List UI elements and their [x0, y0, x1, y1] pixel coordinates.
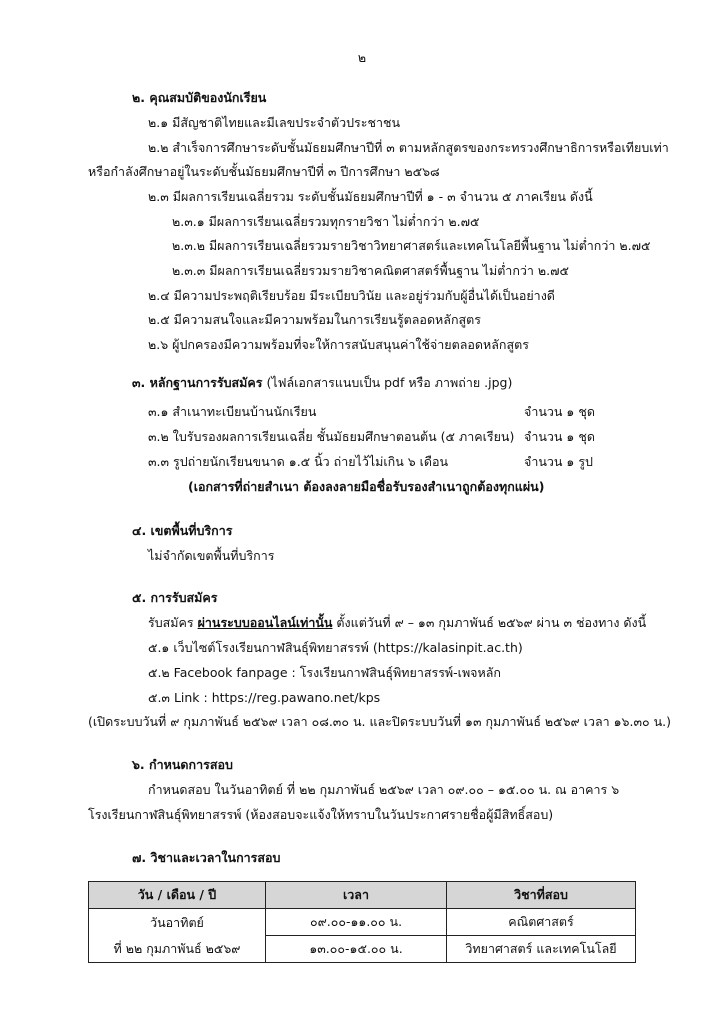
item-2-2-cont: หรือกำลังศึกษาอยู่ในระดับชั้นมัธยมศึกษาปีที่ ๓ ปีการศึกษา ๒๕๖๘	[88, 164, 440, 179]
doc-item-qty: จำนวน ๑ ชุด	[524, 404, 595, 419]
table-header-row	[89, 882, 636, 909]
service-area-text: ไม่จำกัดเขตพื้นที่บริการ	[148, 548, 275, 563]
col-header-subject: วิชาที่สอบ	[447, 882, 636, 909]
intro-pre: รับสมัคร	[148, 615, 198, 630]
exam-date: ที่ ๒๒ กุมภาพันธ์ ๒๕๖๙	[113, 940, 241, 956]
doc-item-qty: จำนวน ๑ ชุด	[524, 429, 595, 444]
item-2-6: ๒.๖ ผู้ปกครองมีความพร้อมที่จะให้การสนับสนุนค่าใช้จ่ายตลอดหลักสูตร	[148, 337, 529, 352]
item-2-4: ๒.๔ มีความประพฤติเรียบร้อย มีระเบียบวินัย และอยู่ร่วมกับผู้อื่นได้เป็นอย่างดี	[148, 288, 555, 303]
exam-subject: วิทยาศาสตร์ และเทคโนโลยี	[447, 936, 636, 963]
section-6-heading: ๖. กำหนดการสอบ	[132, 757, 233, 772]
section-3-heading	[132, 375, 512, 391]
table-row	[89, 909, 636, 936]
item-2-1: ๒.๑ มีสัญชาติไทยและมีเลขประจำตัวประชาชน	[148, 115, 400, 130]
exam-schedule-line2: โรงเรียนกาฬสินธุ์พิทยาสรรพ์ (ห้องสอบจะแจ้งให้ทราบในวันประกาศรายชื่อผู้มีสิทธิ์สอบ)	[88, 807, 554, 822]
item-2-2: ๒.๒ สำเร็จการศึกษาระดับชั้นมัธยมศึกษาปีที่ ๓ ตามหลักสูตรของกระทรวงศึกษาธิการหรือเทียบเท่า	[148, 140, 669, 155]
intro-post: ตั้งแต่วันที่ ๙ – ๑๓ กุมภาพันธ์ ๒๕๖๙ ผ่าน ๓ ช่องทาง ดังนี้	[332, 615, 647, 630]
item-2-5: ๒.๕ มีความสนใจและมีความพร้อมในการเรียนรู้ตลอดหลักสูตร	[148, 312, 481, 327]
page-number: ๒	[357, 50, 367, 65]
exam-subject: คณิตศาสตร์	[447, 909, 636, 936]
application-intro	[148, 615, 646, 631]
copy-certify-note: (เอกสารที่ถ่ายสำเนา ต้องลงลายมือชื่อรับรองสำเนาถูกต้องทุกแผ่น)	[188, 479, 545, 494]
item-2-3-1: ๒.๓.๑ มีผลการเรียนเฉลี่ยรวมทุกรายวิชา ไม่ต่ำกว่า ๒.๗๕	[172, 214, 480, 229]
exam-day: วันอาทิตย์	[150, 914, 204, 930]
doc-item-label: ๓.๑ สำเนาทะเบียนบ้านนักเรียน	[148, 404, 317, 419]
section-7-heading: ๗. วิชาและเวลาในการสอบ	[132, 850, 281, 865]
online-only-emphasis: ผ่านระบบออนไลน์เท่านั้น	[197, 615, 333, 630]
channel-website: ๕.๑ เว็บไซต์โรงเรียนกาฬสินธุ์พิทยาสรรพ์ (https://kalasinpit.ac.th)	[148, 640, 523, 655]
doc-item-qty: จำนวน ๑ รูป	[524, 454, 593, 469]
section-3-file-note: (ไฟล์เอกสารแนบเป็น pdf หรือ ภาพถ่าย .jpg)	[262, 375, 513, 390]
section-5-heading: ๕. การรับสมัคร	[132, 590, 218, 605]
section-2-heading: ๒. คุณสมบัติของนักเรียน	[132, 90, 267, 105]
exam-schedule-table	[88, 881, 636, 963]
doc-item-label: ๓.๒ ใบรับรองผลการเรียนเฉลี่ย ชั้นมัธยมศึกษาตอนต้น (๕ ภาคเรียน)	[148, 429, 515, 444]
item-2-3-2: ๒.๓.๒ มีผลการเรียนเฉลี่ยรวมรายวิชาวิทยาศาสตร์และเทคโนโลยีพื้นฐาน ไม่ต่ำกว่า ๒.๗๕	[172, 238, 651, 253]
col-header-date: วัน / เดือน / ปี	[89, 882, 266, 909]
col-header-time: เวลา	[266, 882, 447, 909]
item-2-3: ๒.๓ มีผลการเรียนเฉลี่ยรวม ระดับชั้นมัธยมศึกษาปีที่ ๑ - ๓ จำนวน ๕ ภาคเรียน ดังนี้	[148, 189, 593, 204]
section-4-heading: ๔. เขตพื้นที่บริการ	[132, 523, 233, 538]
item-2-3-3: ๒.๓.๓ มีผลการเรียนเฉลี่ยรวมรายวิชาคณิตศาสตร์พื้นฐาน ไม่ต่ำกว่า ๒.๗๕	[172, 263, 569, 278]
exam-time: ๑๓.๐๐-๑๕.๐๐ น.	[266, 936, 447, 963]
system-open-close-note: (เปิดระบบวันที่ ๙ กุมภาพันธ์ ๒๕๖๙ เวลา ๐๘.๓๐ น. และปิดระบบวันที่ ๑๓ กุมภาพันธ์ ๒๕๖๙ เวลา ๑๖.๓๐ น.)	[88, 714, 672, 729]
channel-facebook: ๕.๒ Facebook fanpage : โรงเรียนกาฬสินธุ์พิทยาสรรพ์-เพจหลัก	[148, 665, 501, 680]
doc-item-label: ๓.๓ รูปถ่ายนักเรียนขนาด ๑.๕ นิ้ว ถ่ายไว้ไม่เกิน ๖ เดือน	[148, 454, 449, 469]
section-3-title: ๓. หลักฐานการรับสมัคร	[132, 375, 263, 390]
channel-link: ๕.๓ Link : https://reg.pawano.net/kps	[148, 690, 381, 705]
exam-time: ๐๙.๐๐-๑๑.๐๐ น.	[266, 909, 447, 936]
exam-schedule-line1: กำหนดสอบ ในวันอาทิตย์ ที่ ๒๒ กุมภาพันธ์ ๒๕๖๙ เวลา ๐๙.๐๐ – ๑๕.๐๐ น. ณ อาคาร ๖	[148, 782, 620, 797]
exam-date-cell	[89, 909, 266, 963]
